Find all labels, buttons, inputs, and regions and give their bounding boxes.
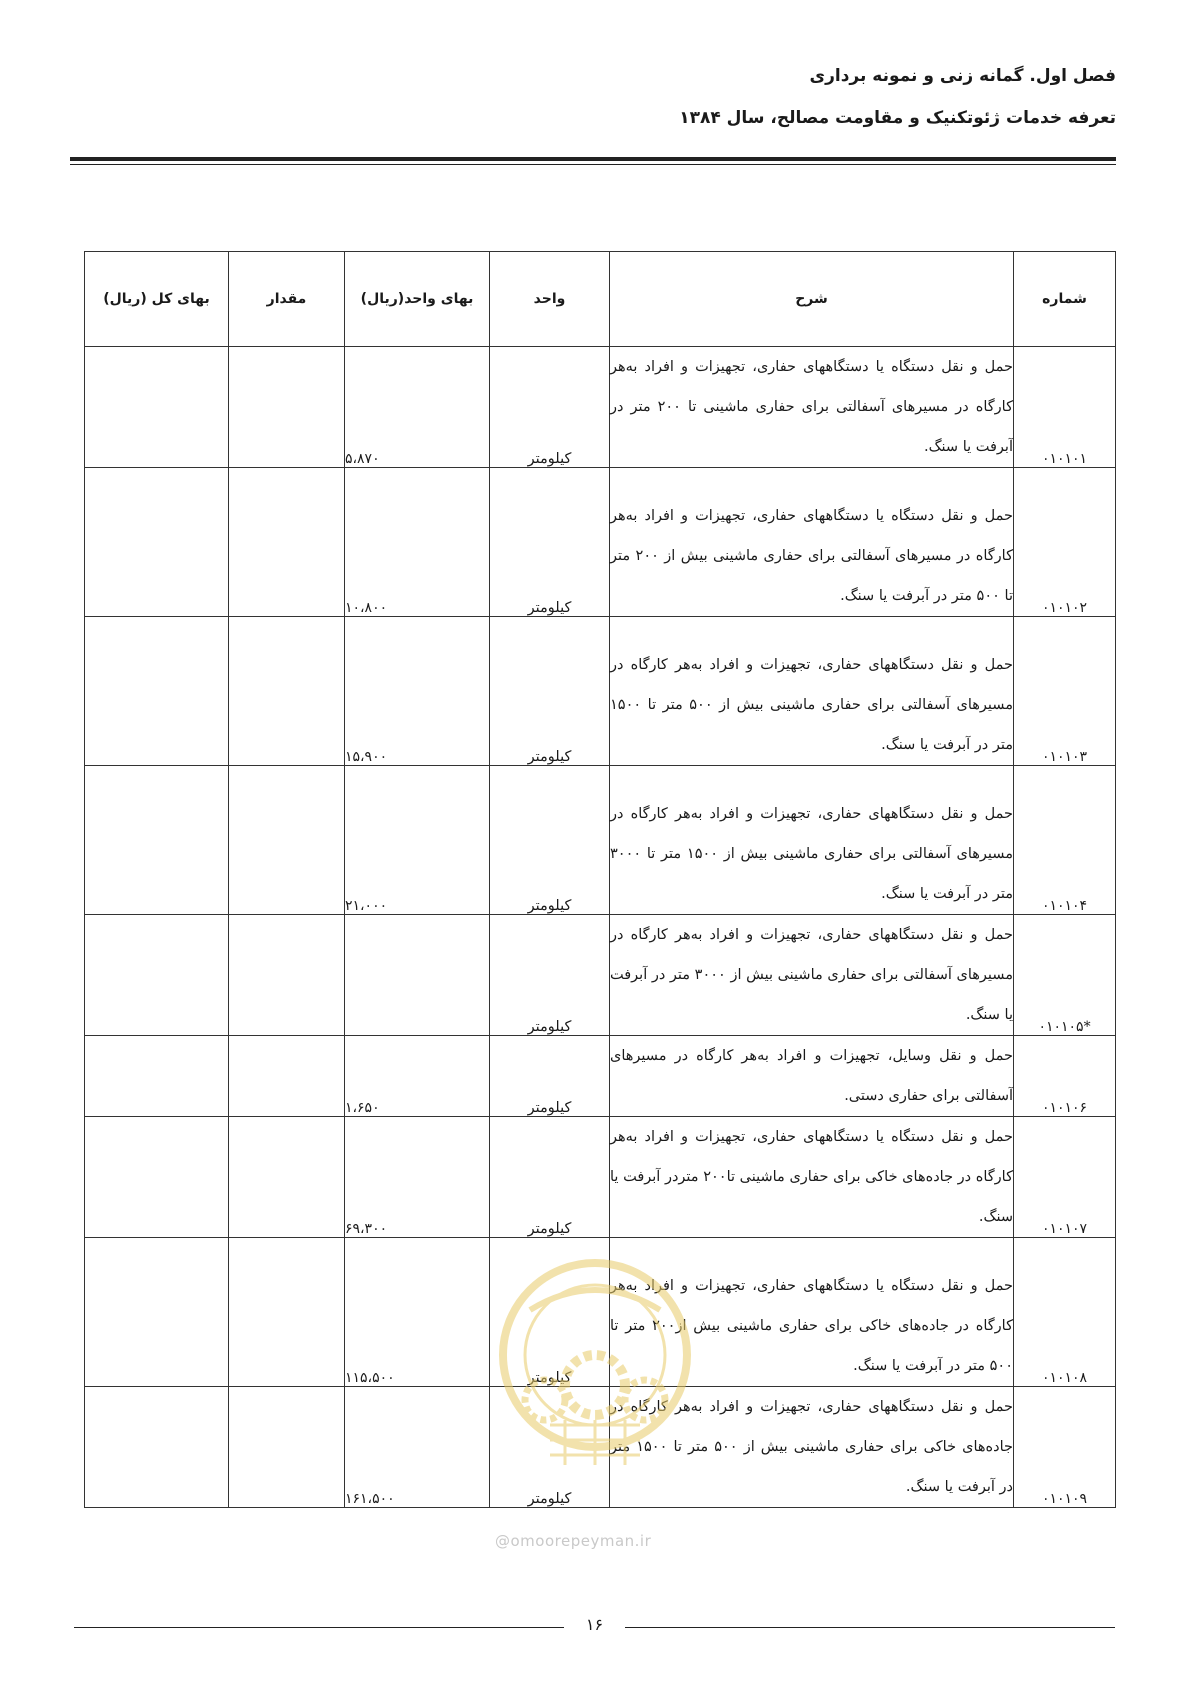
row-unit-price: ۱۶۱،۵۰۰	[345, 1387, 490, 1508]
column-header-number: شماره	[1014, 252, 1116, 347]
row-description: حمل و نقل دستگاههای حفاری، تجهیزات و افراد به‌هر کارگاه در مسیرهای آسفالتی برای حفاری ماشینی بیش از ۱۵۰۰ متر تا ۳۰۰۰ متر در آبرفت یا سنگ.	[610, 766, 1014, 915]
row-number: ۰۱۰۱۰۴	[1014, 766, 1116, 915]
row-unit: کیلومتر	[490, 617, 610, 766]
row-quantity	[229, 1387, 345, 1508]
row-unit: کیلومتر	[490, 1238, 610, 1387]
row-unit-price: ۲۱،۰۰۰	[345, 766, 490, 915]
header-rule-thin	[70, 164, 1116, 165]
row-unit: کیلومتر	[490, 1036, 610, 1117]
column-header-unit-price: بهای واحد(ریال)	[345, 252, 490, 347]
column-header-unit: واحد	[490, 252, 610, 347]
table-row	[85, 915, 1116, 1036]
row-unit-price: ۵،۸۷۰	[345, 347, 490, 468]
row-number: ۰۱۰۱۰۲	[1014, 468, 1116, 617]
row-total-price	[85, 1117, 229, 1238]
table-row	[85, 1036, 1116, 1117]
row-description: حمل و نقل دستگاه یا دستگاههای حفاری، تجهیزات و افراد به‌هر کارگاه در جاده‌های خاکی برای حفاری ماشینی بیش از۲۰۰ متر تا ۵۰۰ متر در آبرفت یا سنگ.	[610, 1238, 1014, 1387]
row-number: ۰۱۰۱۰۹	[1014, 1387, 1116, 1508]
seal-logo-icon	[490, 1250, 700, 1490]
footer-rule-right	[625, 1627, 1115, 1628]
row-total-price	[85, 468, 229, 617]
row-number: ۰۱۰۱۰۸	[1014, 1238, 1116, 1387]
row-description: حمل و نقل وسایل، تجهیزات و افراد به‌هر کارگاه در مسیرهای آسفالتی برای حفاری دستی.	[610, 1036, 1014, 1117]
row-total-price	[85, 1238, 229, 1387]
row-unit-price: ۱۵،۹۰۰	[345, 617, 490, 766]
document-title: تعرفه خدمات ژئوتکنیک و مقاومت مصالح، سال ۱۳۸۴	[679, 108, 1116, 128]
column-header-description: شرح	[610, 252, 1014, 347]
watermark-url: @omoorepeyman.ir	[495, 1532, 652, 1550]
row-description: حمل و نقل دستگاههای حفاری، تجهیزات و افراد به‌هر کارگاه در مسیرهای آسفالتی برای حفاری ماشینی بیش از ۵۰۰ متر تا ۱۵۰۰ متر در آبرفت یا سنگ.	[610, 617, 1014, 766]
row-description: حمل و نقل دستگاه یا دستگاههای حفاری، تجهیزات و افراد به‌هر کارگاه در مسیرهای آسفالتی برای حفاری ماشینی تا ۲۰۰ متر در آبرفت یا سنگ.	[610, 347, 1014, 468]
row-unit: کیلومتر	[490, 468, 610, 617]
row-quantity	[229, 617, 345, 766]
row-quantity	[229, 347, 345, 468]
row-number: *۰۱۰۱۰۵	[1014, 915, 1116, 1036]
header-rule-thick	[70, 157, 1116, 161]
row-total-price	[85, 1387, 229, 1508]
row-description: حمل و نقل دستگاه یا دستگاههای حفاری، تجهیزات و افراد به‌هر کارگاه در جاده‌های خاکی برای حفاری ماشینی تا۲۰۰ متردر آبرفت یا سنگ.	[610, 1117, 1014, 1238]
row-quantity	[229, 468, 345, 617]
row-unit-price: ۱۱۵،۵۰۰	[345, 1238, 490, 1387]
row-number: ۰۱۰۱۰۷	[1014, 1117, 1116, 1238]
row-total-price	[85, 915, 229, 1036]
table-row	[85, 766, 1116, 915]
row-unit: کیلومتر	[490, 766, 610, 915]
row-description: حمل و نقل دستگاههای حفاری، تجهیزات و افراد به‌هر کارگاه در جاده‌های خاکی برای حفاری ماشینی بیش از ۵۰۰ متر تا ۱۵۰۰ متر در آبرفت یا سنگ.	[610, 1387, 1014, 1508]
row-unit-price: ۶۹،۳۰۰	[345, 1117, 490, 1238]
row-quantity	[229, 1117, 345, 1238]
row-unit: کیلومتر	[490, 347, 610, 468]
table-row	[85, 468, 1116, 617]
column-header-quantity: مقدار	[229, 252, 345, 347]
table-header-row	[85, 252, 1116, 347]
row-unit-price: ۱۰،۸۰۰	[345, 468, 490, 617]
row-quantity	[229, 915, 345, 1036]
row-quantity	[229, 1238, 345, 1387]
row-total-price	[85, 617, 229, 766]
chapter-title: فصل اول. گمانه زنی و نمونه برداری	[809, 66, 1116, 86]
column-header-total-price: بهای کل (ریال)	[85, 252, 229, 347]
row-quantity	[229, 766, 345, 915]
row-quantity	[229, 1036, 345, 1117]
table-row	[85, 347, 1116, 468]
table-row	[85, 617, 1116, 766]
row-total-price	[85, 1036, 229, 1117]
row-number: ۰۱۰۱۰۱	[1014, 347, 1116, 468]
footer-rule-left	[74, 1627, 564, 1628]
row-description: حمل و نقل دستگاه یا دستگاههای حفاری، تجهیزات و افراد به‌هر کارگاه در مسیرهای آسفالتی برای حفاری ماشینی بیش از ۲۰۰ متر تا ۵۰۰ متر در آبرفت یا سنگ.	[610, 468, 1014, 617]
page-number: ۱۶	[585, 1615, 604, 1634]
row-description: حمل و نقل دستگاههای حفاری، تجهیزات و افراد به‌هر کارگاه در مسیرهای آسفالتی برای حفاری ماشینی بیش از ۳۰۰۰ متر در آبرفت یا سنگ.	[610, 915, 1014, 1036]
row-unit-price: ۱،۶۵۰	[345, 1036, 490, 1117]
row-unit: کیلومتر	[490, 1387, 610, 1508]
row-number: ۰۱۰۱۰۶	[1014, 1036, 1116, 1117]
row-total-price	[85, 766, 229, 915]
row-number: ۰۱۰۱۰۳	[1014, 617, 1116, 766]
row-unit-price	[345, 915, 490, 1036]
row-unit: کیلومتر	[490, 1117, 610, 1238]
table-row	[85, 1117, 1116, 1238]
row-total-price	[85, 347, 229, 468]
row-unit: کیلومتر	[490, 915, 610, 1036]
